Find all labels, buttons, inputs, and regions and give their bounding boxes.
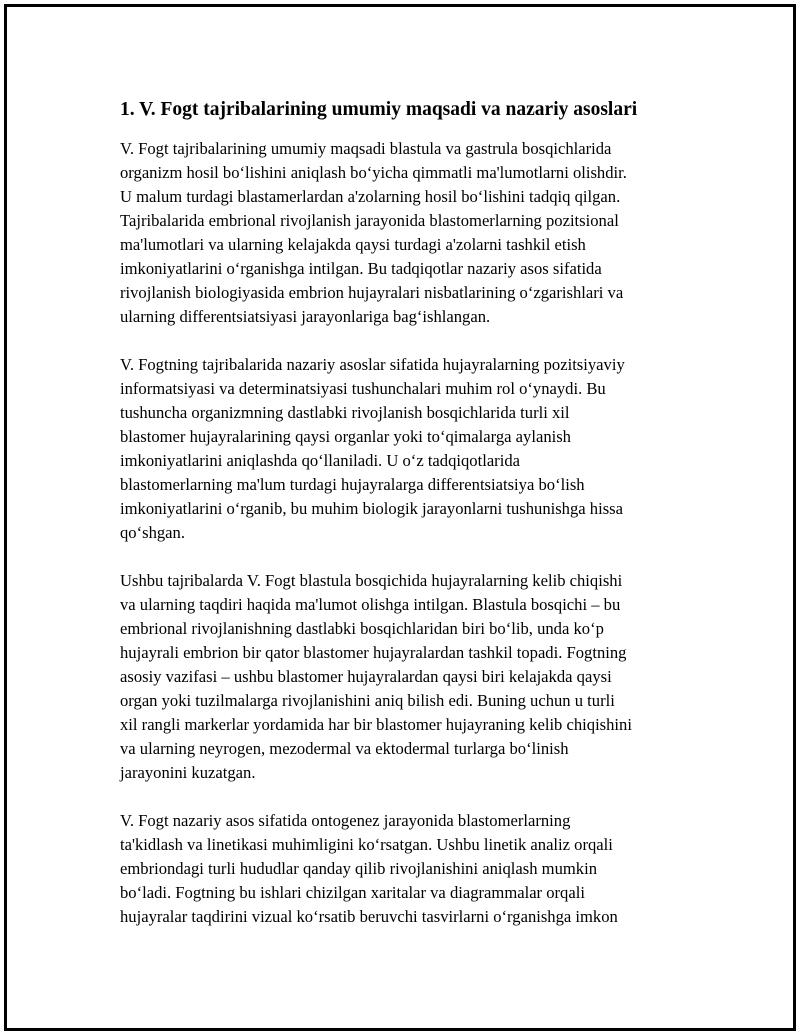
text-line: rivojlanish biologiyasida embrion hujayralari nisbatlarining o‘zgarishlari va — [120, 283, 624, 302]
text-line: blastomer hujayralarining qaysi organlar yoki to‘qimalarga aylanish — [120, 427, 571, 446]
text-line: bo‘ladi. Fogtning bu ishlari chizilgan xaritalar va diagrammalar orqali — [120, 883, 585, 902]
text-line: V. Fogt tajribalarining umumiy maqsadi blastula va gastrula bosqichlarida — [120, 139, 612, 158]
text-line: blastomerlarning ma'lum turdagi hujayralarga differentsiatsiya bo‘lish — [120, 475, 585, 494]
paragraph-1 — [120, 137, 710, 329]
text-line: va ularning taqdiri haqida ma'lumot olishga intilgan. Blastula bosqichi – bu — [120, 595, 621, 614]
text-line: hujayrali embrion bir qator blastomer hujayralardan tashkil topadi. Fogtning — [120, 643, 627, 662]
text-line: embriondagi turli hududlar qanday qilib rivojlanishini aniqlash mumkin — [120, 859, 597, 878]
text-line: Tajribalarida embrional rivojlanish jarayonida blastomerlarning pozitsional — [120, 211, 619, 230]
text-line: hujayralar taqdirini vizual ko‘rsatib beruvchi tasvirlarni o‘rganishga imkon — [120, 907, 618, 926]
paragraph-3 — [120, 569, 710, 785]
text-line: organizm hosil bo‘lishini aniqlash bo‘yicha qimmatli ma'lumotlarni olishdir. — [120, 163, 627, 182]
text-line: imkoniyatlarini o‘rganib, bu muhim biologik jarayonlarni tushunishga hissa — [120, 499, 623, 518]
text-line: organ yoki tuzilmalarga rivojlanishini aniq bilish edi. Buning uchun u turli — [120, 691, 615, 710]
paragraph-4 — [120, 809, 710, 929]
text-line: V. Fogtning tajribalarida nazariy asoslar sifatida hujayralarning pozitsiyaviy — [120, 355, 625, 374]
text-line: va ularning neyrogen, mezodermal va ektodermal turlarga bo‘linish — [120, 739, 569, 758]
text-line: ta'kidlash va linetikasi muhimligini ko‘rsatgan. Ushbu linetik analiz orqali — [120, 835, 613, 854]
page-frame — [4, 4, 796, 1031]
text-line: U malum turdagi blastamerlardan a'zolarning hosil bo‘lishini tadqiq qilgan. — [120, 187, 621, 206]
text-line: tushuncha organizmning dastlabki rivojlanish bosqichlarida turli xil — [120, 403, 570, 422]
document-body — [120, 97, 710, 953]
text-line: jarayonini kuzatgan. — [120, 763, 256, 782]
text-line: imkoniyatlarini o‘rganishga intilgan. Bu tadqiqotlar nazariy asos sifatida — [120, 259, 602, 278]
text-line: ularning differentsiatsiyasi jarayonlariga bag‘ishlangan. — [120, 307, 491, 326]
text-line: asosiy vazifasi – ushbu blastomer hujayralardan qaysi biri kelajakda qaysi — [120, 667, 612, 686]
section-heading: 1. V. Fogt tajribalarining umumiy maqsadi va nazariy asoslari — [120, 99, 638, 120]
text-line: embrional rivojlanishning dastlabki bosqichlaridan biri bo‘lib, unda ko‘p — [120, 619, 604, 638]
text-line: Ushbu tajribalarda V. Fogt blastula bosqichida hujayralarning kelib chiqishi — [120, 571, 623, 590]
paragraph-2 — [120, 353, 710, 545]
paragraphs-container — [120, 137, 710, 929]
text-line: V. Fogt nazariy asos sifatida ontogenez jarayonida blastomerlarning — [120, 811, 571, 830]
text-line: imkoniyatlarini aniqlashda qo‘llaniladi. U o‘z tadqiqotlarida — [120, 451, 520, 470]
text-line: informatsiyasi va determinatsiyasi tushunchalari muhim rol o‘ynaydi. Bu — [120, 379, 606, 398]
text-line: qo‘shgan. — [120, 523, 185, 542]
text-line: ma'lumotlari va ularning kelajakda qaysi turdagi a'zolarni tashkil etish — [120, 235, 586, 254]
text-line: xil rangli markerlar yordamida har bir blastomer hujayraning kelib chiqishini — [120, 715, 632, 734]
